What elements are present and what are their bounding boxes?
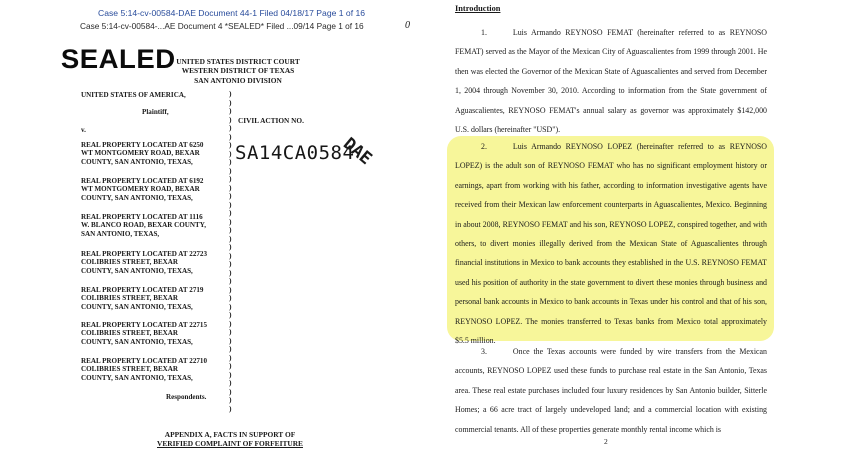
case-number-stamp: SA14CA0584: [235, 142, 355, 164]
property-line: REAL PROPERTY LOCATED AT 22723: [81, 250, 208, 258]
court-heading: [162, 57, 314, 85]
property-caption: [81, 213, 206, 238]
court-line: UNITED STATES DISTRICT COURT: [176, 57, 300, 66]
property-line: REAL PROPERTY LOCATED AT 1116: [81, 213, 203, 221]
plaintiff-label: Plaintiff,: [142, 108, 169, 116]
civil-action-label: CIVIL ACTION NO.: [238, 116, 304, 125]
paragraph-3: [455, 342, 767, 439]
property-line: REAL PROPERTY LOCATED AT 22710: [81, 357, 208, 365]
property-line: COUNTY, SAN ANTONIO, TEXAS,: [81, 302, 193, 311]
property-line: REAL PROPERTY LOCATED AT 6192: [81, 177, 204, 185]
ecf-header-sealed: Case 5:14-cv-00584-...AE Document 4 *SEALED* Filed ...09/14 Page 1 of 16: [80, 21, 364, 31]
caption-paren-column: ) ) ) ) ) ) ) ) ) ) ) ) ) ) ) ) ) ) ) ) ) ) ) ) ) ) ) ) ) ) ) ) ) ) ) ) ) ): [229, 89, 232, 413]
corner-mark: 0: [405, 20, 410, 31]
appendix-line: VERIFIED COMPLAINT OF FORFEITURE: [157, 439, 303, 448]
section-heading: Introduction: [455, 4, 501, 13]
paragraph-text: Once the Texas accounts were funded by wire transfers from the Mexican accounts, REYNOSO LOPEZ used these funds to purchase real estate in the San Antonio, Texas area. These real estate purchases included four luxury residences by San Antonio builder, Sitterle Homes; a 66 acre tract of largely undeveloped land; and a commercial location with existing commercial tenants. All of these properties generate monthly rental income which is: [455, 347, 767, 434]
property-line: COLIBRIES STREET, BEXAR: [81, 294, 179, 303]
page-number: 2: [604, 437, 608, 446]
paragraph-2-highlighted: [455, 137, 767, 350]
property-line: REAL PROPERTY LOCATED AT 6250: [81, 141, 204, 149]
property-line: COLIBRIES STREET, BEXAR: [81, 329, 179, 338]
ecf-header-current: Case 5:14-cv-00584-DAE Document 44-1 Filed 04/18/17 Page 1 of 16: [98, 8, 366, 18]
property-line: SAN ANTONIO, TEXAS,: [81, 229, 160, 238]
versus: v.: [81, 126, 86, 134]
property-line: WT MONTGOMERY ROAD, BEXAR: [81, 149, 200, 158]
appendix-title: [130, 430, 330, 448]
paragraph-number: 2.: [481, 142, 487, 151]
property-caption: [81, 177, 203, 202]
respondents-label: Respondents.: [166, 393, 207, 401]
property-caption: [81, 286, 203, 311]
property-line: COUNTY, SAN ANTONIO, TEXAS,: [81, 373, 193, 382]
paragraph-text: Luis Armando REYNOSO LOPEZ (hereinafter referred to as REYNOSO LOPEZ) is the adult son of REYNOSO FEMAT who has no significant employment history or earnings, apart from working with his father, according to information investigative agents have received from their Mexican law enforcement counterparts in Aguascalientes, Mexico. Beginning in about 2008, REYNOSO FEMAT and his son, REYNOSO LOPEZ, conspired together, and with others, to divert monies illegally derived from the Mexican State of Aguascalientes through financial institutions in Mexico to bank accounts they established in the U.S. REYNOSO FEMAT used his position of authority in the state government to divert these monies through business and personal bank accounts in Mexico to bank accounts in Texas under his control and that of his son, REYNOSO LOPEZ. The monies transferred to Texas banks from Mexico total approximately $5.5 million.: [455, 142, 767, 346]
property-line: W. BLANCO ROAD, BEXAR COUNTY,: [81, 221, 207, 230]
property-line: COLIBRIES STREET, BEXAR: [81, 365, 179, 374]
court-line: SAN ANTONIO DIVISION: [194, 75, 282, 85]
property-caption: [81, 321, 207, 346]
property-line: COUNTY, SAN ANTONIO, TEXAS,: [81, 157, 193, 166]
paragraph-number: 3.: [481, 347, 487, 356]
paragraph-1: [455, 23, 767, 139]
paragraph-number: 1.: [481, 28, 487, 37]
property-line: COUNTY, SAN ANTONIO, TEXAS,: [81, 193, 193, 202]
judge-initials-stamp: DAE: [339, 134, 376, 170]
plaintiff-name: UNITED STATES OF AMERICA,: [81, 91, 186, 99]
paragraph-text: Luis Armando REYNOSO FEMAT (hereinafter referred to as REYNOSO FEMAT) served as the Mayor of the Mexican City of Aguascalientes from 1999 through 2001. He then was elected the Governor of the Mexican State of Aguascalientes and served from December 1, 2004 through November 30, 2010. According to information from the State government of Aguascalientes, REYNOSO FEMAT's annual salary as governor was approximately $142,000 U.S. dollars (hereinafter "USD").: [455, 28, 767, 135]
property-line: COUNTY, SAN ANTONIO, TEXAS,: [81, 337, 193, 346]
property-caption: [81, 141, 203, 166]
property-line: COUNTY, SAN ANTONIO, TEXAS,: [81, 266, 193, 275]
property-line: COLIBRIES STREET, BEXAR: [81, 258, 179, 267]
appendix-line: APPENDIX A, FACTS IN SUPPORT OF: [164, 430, 296, 439]
property-caption: [81, 250, 207, 275]
property-line: WT MONTGOMERY ROAD, BEXAR: [81, 185, 200, 194]
sealed-stamp: SEALED: [60, 44, 176, 74]
property-line: REAL PROPERTY LOCATED AT 22715: [81, 321, 208, 329]
property-caption: [81, 357, 207, 382]
court-line: WESTERN DISTRICT OF TEXAS: [181, 66, 295, 76]
property-line: REAL PROPERTY LOCATED AT 2719: [81, 286, 204, 294]
